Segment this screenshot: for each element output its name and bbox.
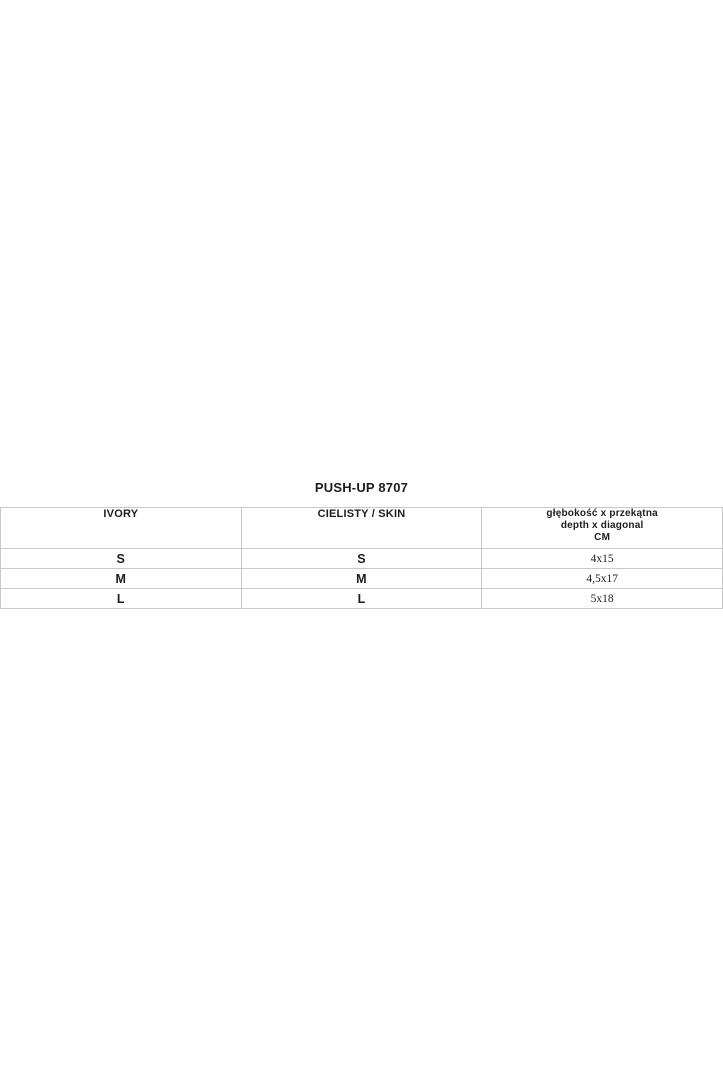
- dimension-cell: 4x15: [482, 549, 723, 569]
- dimension-cell: 5x18: [482, 589, 723, 609]
- size-chart-table: [0, 507, 723, 609]
- size-cell-ivory: M: [1, 569, 242, 589]
- header-dimensions-line-pl: głębokość x przekątna: [546, 508, 658, 519]
- header-dimensions: [482, 508, 723, 549]
- header-ivory-label: IVORY: [103, 508, 139, 520]
- size-cell-ivory: L: [1, 589, 242, 609]
- header-skin-label: CIELISTY / SKIN: [317, 508, 406, 520]
- header-skin: [241, 508, 482, 549]
- table-header-row: [1, 508, 723, 549]
- header-dimensions-unit: CM: [594, 532, 611, 543]
- dimension-cell: 4,5x17: [482, 569, 723, 589]
- header-dimensions-line-en: depth x diagonal: [560, 520, 644, 531]
- size-cell-skin: S: [241, 549, 482, 569]
- size-cell-skin: L: [241, 589, 482, 609]
- size-cell-ivory: S: [1, 549, 242, 569]
- header-ivory: [1, 508, 242, 549]
- page-title: PUSH-UP 8707: [314, 480, 409, 495]
- table-row: [1, 569, 723, 589]
- size-cell-skin: M: [241, 569, 482, 589]
- table-row: [1, 589, 723, 609]
- table-row: [1, 549, 723, 569]
